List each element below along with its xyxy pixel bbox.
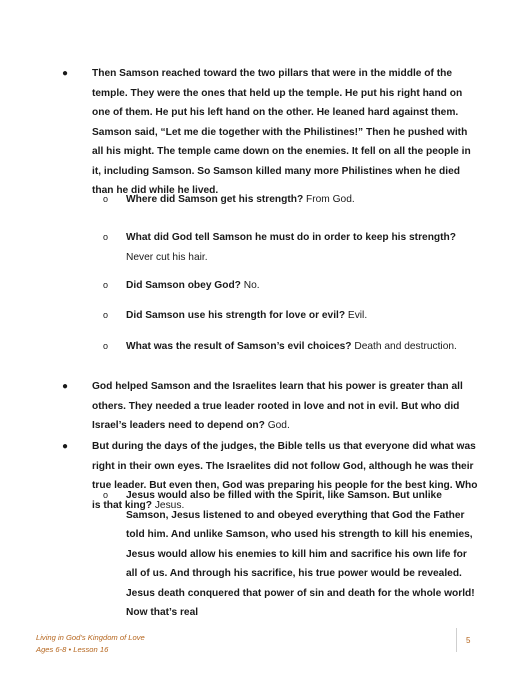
paragraph-days-of-judges: But during the days of the judges, the Bible tells us that everyone did what was right in their own eyes. The Israelites did not follow God, although he was their true leader. But even then, God was preparing his people for the best king. Who is that king? Jesus. <box>92 441 478 511</box>
sub-bullet-marker: o <box>103 232 109 242</box>
bullet-marker: ● <box>62 441 69 452</box>
sub-bullet-marker: o <box>103 280 109 290</box>
paragraph-true-leader: God helped Samson and the Israelites learn that his power is greater than all others. They needed a true leader rooted in love and not in evil. But who did Israel’s leaders need to depend on? God. <box>92 381 463 431</box>
paragraph-jesus-sacrifice: Jesus would also be filled with the Spirit, like Samson. But unlike Samson, Jesus listened to and obeyed everything that God the Father told him. And unlike Samson, who used his strength to kill his enemies, Jesus would allow his enemies to kill him and sacrifice his own life for all of us. And through his sacrifice, his true power would be revealed. Jesus death conquered that power of sin and death for the whole world! Now that’s real <box>126 490 475 618</box>
question-strength-source: Where did Samson get his strength? From God. <box>126 194 355 205</box>
bullet-marker: ● <box>62 381 69 392</box>
bullet-marker: ● <box>62 68 69 79</box>
footer-divider <box>456 628 457 652</box>
question-evil-choices-result: What was the result of Samson’s evil choices? Death and destruction. <box>126 341 457 352</box>
question-love-or-evil: Did Samson use his strength for love or evil? Evil. <box>126 310 368 321</box>
page-number: 5 <box>466 636 471 645</box>
sub-bullet-marker: o <box>103 341 109 351</box>
question-obey-god: Did Samson obey God? No. <box>126 280 260 291</box>
footer-title <box>36 632 145 656</box>
paragraph-temple-pillars: Then Samson reached toward the two pillars that were in the middle of the temple. They were the ones that held up the temple. He put his right hand on one of them. He put his left hand on the other. He leaned hard against them. Samson said, “Let me die together with the Philistines!” Then he pushed with all his might. The temple came down on the enemies. It fell on all the people in it, including Samson. So Samson killed many more Philistines when he died than he did while he lived. <box>92 68 471 196</box>
sub-bullet-marker: o <box>103 490 109 500</box>
footer-course-title: Living in God’s Kingdom of Love <box>36 633 145 642</box>
question-keep-strength: What did God tell Samson he must do in order to keep his strength? Never cut his hair. <box>126 232 456 263</box>
sub-bullet-marker: o <box>103 194 109 204</box>
sub-bullet-marker: o <box>103 310 109 320</box>
footer-lesson-info: Ages 6-8 • Lesson 16 <box>36 645 109 654</box>
